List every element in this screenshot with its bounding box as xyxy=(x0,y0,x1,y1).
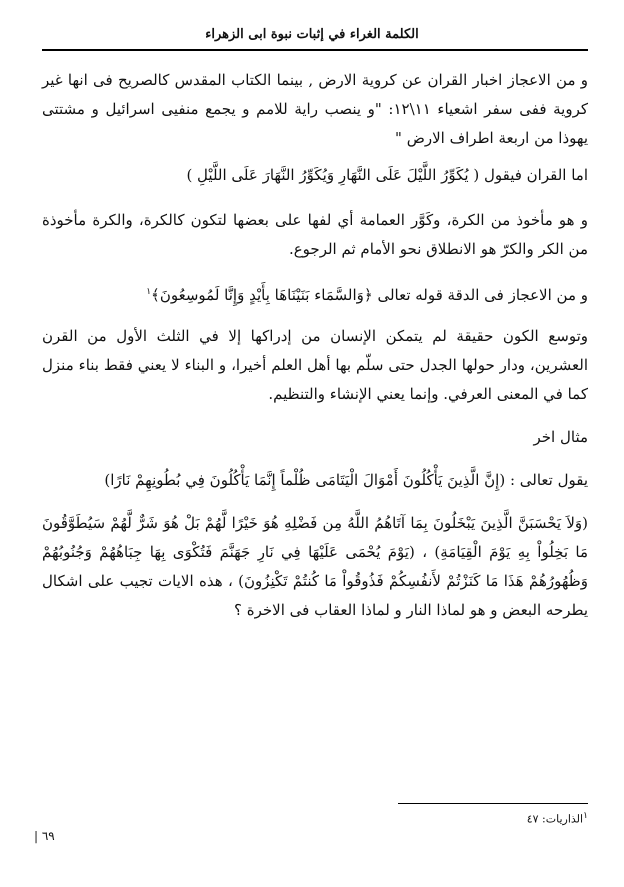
footnote xyxy=(527,810,588,826)
paragraph-1 xyxy=(42,66,588,153)
paragraph-8-text: (وَلاَ يَحْسَبَنَّ الَّذِينَ يَبْخَلُونَ بِمَا آتَاهُمُ اللَّهُ مِن فَضْلِهِ هُوَ خَيْرًا لَّهُمْ بَلْ هُوَ شَرٌّ لَّهُمْ سَيُطَوَّقُونَ مَا بَخِلُواْ بِهِ يَوْمَ الْقِيَامَةِ) ، (يَوْمَ يُحْمَى عَلَيْهَا فِي نَارِ جَهَنَّمَ فَتُكْوَى بِهَا جِبَاهُهُمْ وَجُنُوبُهُمْ وَظُهُورُهُمْ هَذَا مَا كَنَزْتُمْ لأَنفُسِكُمْ فَذُوقُواْ مَا كُنتُمْ تَكْنِزُونَ) ، هذه الايات تجيب على اشكال يطرحه البعض و هو لماذا النار و لماذا العقاب فى الاخرة ؟ xyxy=(42,514,588,619)
running-header: الكلمة الغراء في إثبات نبوة ابى الزهراء xyxy=(205,27,419,42)
paragraph-4 xyxy=(42,278,588,310)
paragraph-3 xyxy=(42,206,588,264)
header-rule xyxy=(42,49,588,51)
page-number: ٦٩ | xyxy=(34,829,55,843)
body-text xyxy=(42,66,588,625)
paragraph-5-text: وتوسع الكون حقيقة لم يتمكن الإنسان من إدراكها إلا في الثلث الأول من القرن العشرين، ودار حولها الجدل حتى سلّم بها أهل العلم أخيرا، و البناء لا يعني فقط بناء منزل كما في المعنى العرفي. وإنما يعني الإنشاء والتنظيم. xyxy=(42,327,588,403)
paragraph-3-text: و هو مأخوذ من الكرة، وكَوَّر العمامة أي لفها على بعضها لتكون كالكرة، والكرة مأخوذة من الكر والكرّ هو الانطلاق نحو الأمام ثم الرجوع. xyxy=(42,211,588,258)
paragraph-8 xyxy=(42,509,588,625)
footnote-text: الذاريات: ٤٧ xyxy=(526,812,584,826)
paragraph-5 xyxy=(42,322,588,409)
paragraph-7-text: يقول تعالى : (إِنَّ الَّذِينَ يَأْكُلُونَ أَمْوَالَ الْيَتَامَى ظُلْماً إِنَّمَا يَأْكُلُونَ فِي بُطُونِهِمْ نَارًا) xyxy=(104,471,588,489)
footnote-rule xyxy=(398,803,588,804)
paragraph-2-text: اما القران فيقول ( يُكَوِّرُ اللَّيْلَ عَلَى النَّهَارِ وَيُكَوِّرُ النَّهَارَ عَلَى اللَّيْلِ ) xyxy=(186,166,588,184)
footnote-marker: ١ xyxy=(146,287,152,297)
paragraph-7 xyxy=(42,466,588,495)
footnote-number: ١ xyxy=(583,810,588,821)
paragraph-6-text: مثال اخر xyxy=(533,428,588,446)
paragraph-2 xyxy=(42,161,588,190)
paragraph-4-text: و من الاعجاز فى الدقة قوله تعالى ﴿وَالسَّمَاء بَنَيْنَاهَا بِأَيْدٍ وَإِنَّا لَمُوسِعُونَ﴾ xyxy=(151,286,588,304)
paragraph-6 xyxy=(42,423,588,452)
paragraph-1-text: و من الاعجاز اخبار القران عن كروية الارض , بينما الكتاب المقدس كالصريح فى انها غير كروية ففى سفر اشعياء ١١\١٢: "و ينصب راية للامم و يجمع منفيى اسرائيل و مشتتى يهوذا من اربعة اطراف الارض " xyxy=(42,71,589,147)
